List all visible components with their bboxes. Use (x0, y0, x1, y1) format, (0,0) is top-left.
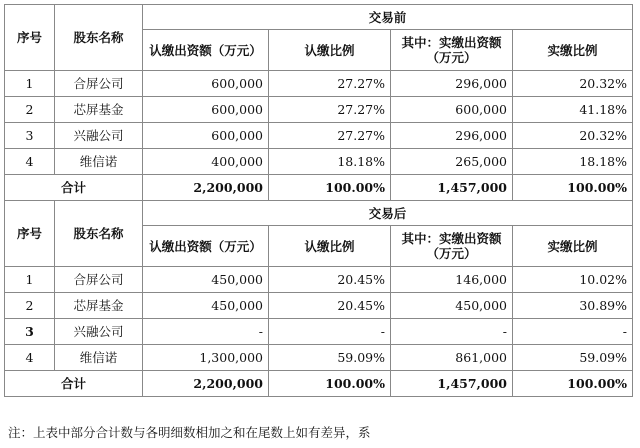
subscribed-ratio: 27.27% (269, 71, 391, 97)
total-label: 合计 (5, 175, 143, 201)
paid-capital: 600,000 (391, 97, 513, 123)
shareholder-name: 合屏公司 (55, 267, 143, 293)
table-row (5, 71, 633, 97)
subscribed-capital: 450,000 (143, 293, 269, 319)
table-row (5, 293, 633, 319)
header-index: 序号 (5, 5, 55, 71)
row-index: 1 (5, 267, 55, 293)
paid-ratio: - (513, 319, 633, 345)
row-index: 3 (5, 319, 55, 345)
total-row (5, 175, 633, 201)
subscribed-capital: 400,000 (143, 149, 269, 175)
paid-ratio: 41.18% (513, 97, 633, 123)
subscribed-ratio: 27.27% (269, 123, 391, 149)
table-row (5, 97, 633, 123)
paid-capital: 296,000 (391, 71, 513, 97)
section-title-after: 交易后 (143, 201, 633, 226)
paid-ratio: 10.02% (513, 267, 633, 293)
shareholder-name: 芯屏基金 (55, 97, 143, 123)
header-paid-capital: 其中：实缴出资额（万元） (391, 226, 513, 267)
paid-capital: 146,000 (391, 267, 513, 293)
table-row (5, 345, 633, 371)
watermark-fade (400, 414, 640, 448)
paid-ratio: 18.18% (513, 149, 633, 175)
subscribed-capital: 600,000 (143, 123, 269, 149)
table-row (5, 149, 633, 175)
total-subscribed-ratio: 100.00% (269, 371, 391, 397)
header-paid-ratio: 实缴比例 (513, 226, 633, 267)
paid-ratio: 20.32% (513, 123, 633, 149)
table-row (5, 267, 633, 293)
paid-ratio: 59.09% (513, 345, 633, 371)
header-paid-ratio: 实缴比例 (513, 30, 633, 71)
row-index: 4 (5, 149, 55, 175)
shareholder-name: 维信诺 (55, 149, 143, 175)
subscribed-capital: 1,300,000 (143, 345, 269, 371)
paid-capital: 861,000 (391, 345, 513, 371)
subscribed-ratio: 18.18% (269, 149, 391, 175)
shareholder-name: 合屏公司 (55, 71, 143, 97)
paid-ratio: 20.32% (513, 71, 633, 97)
total-subscribed-capital: 2,200,000 (143, 175, 269, 201)
row-index: 2 (5, 97, 55, 123)
paid-capital: 450,000 (391, 293, 513, 319)
subscribed-capital: 450,000 (143, 267, 269, 293)
total-subscribed-capital: 2,200,000 (143, 371, 269, 397)
header-index: 序号 (5, 201, 55, 267)
row-index: 1 (5, 71, 55, 97)
total-paid-ratio: 100.00% (513, 175, 633, 201)
header-subscribed-capital: 认缴出资额（万元） (143, 226, 269, 267)
header-subscribed-capital: 认缴出资额（万元） (143, 30, 269, 71)
total-label: 合计 (5, 371, 143, 397)
header-paid-capital: 其中：实缴出资额（万元） (391, 30, 513, 71)
subscribed-ratio: 59.09% (269, 345, 391, 371)
shareholder-name: 芯屏基金 (55, 293, 143, 319)
paid-capital: 296,000 (391, 123, 513, 149)
shareholder-name: 兴融公司 (55, 319, 143, 345)
table-row (5, 319, 633, 345)
subscribed-ratio: 27.27% (269, 97, 391, 123)
subscribed-ratio: 20.45% (269, 293, 391, 319)
header-shareholder-name: 股东名称 (55, 201, 143, 267)
shareholder-name: 兴融公司 (55, 123, 143, 149)
subscribed-ratio: - (269, 319, 391, 345)
total-paid-ratio: 100.00% (513, 371, 633, 397)
subscribed-capital: 600,000 (143, 71, 269, 97)
row-index: 4 (5, 345, 55, 371)
paid-capital: - (391, 319, 513, 345)
total-paid-capital: 1,457,000 (391, 175, 513, 201)
row-index: 3 (5, 123, 55, 149)
row-index: 2 (5, 293, 55, 319)
header-subscribed-ratio: 认缴比例 (269, 226, 391, 267)
footnote: 注：上表中部分合计数与各明细数相加之和在尾数上如有差异，系 (8, 425, 371, 440)
shareholder-name: 维信诺 (55, 345, 143, 371)
subscribed-capital: 600,000 (143, 97, 269, 123)
section-title-before: 交易前 (143, 5, 633, 30)
header-subscribed-ratio: 认缴比例 (269, 30, 391, 71)
total-subscribed-ratio: 100.00% (269, 175, 391, 201)
header-shareholder-name: 股东名称 (55, 5, 143, 71)
subscribed-capital: - (143, 319, 269, 345)
total-paid-capital: 1,457,000 (391, 371, 513, 397)
total-row (5, 371, 633, 397)
shareholding-table (4, 4, 633, 397)
table-row (5, 123, 633, 149)
subscribed-ratio: 20.45% (269, 267, 391, 293)
paid-capital: 265,000 (391, 149, 513, 175)
paid-ratio: 30.89% (513, 293, 633, 319)
